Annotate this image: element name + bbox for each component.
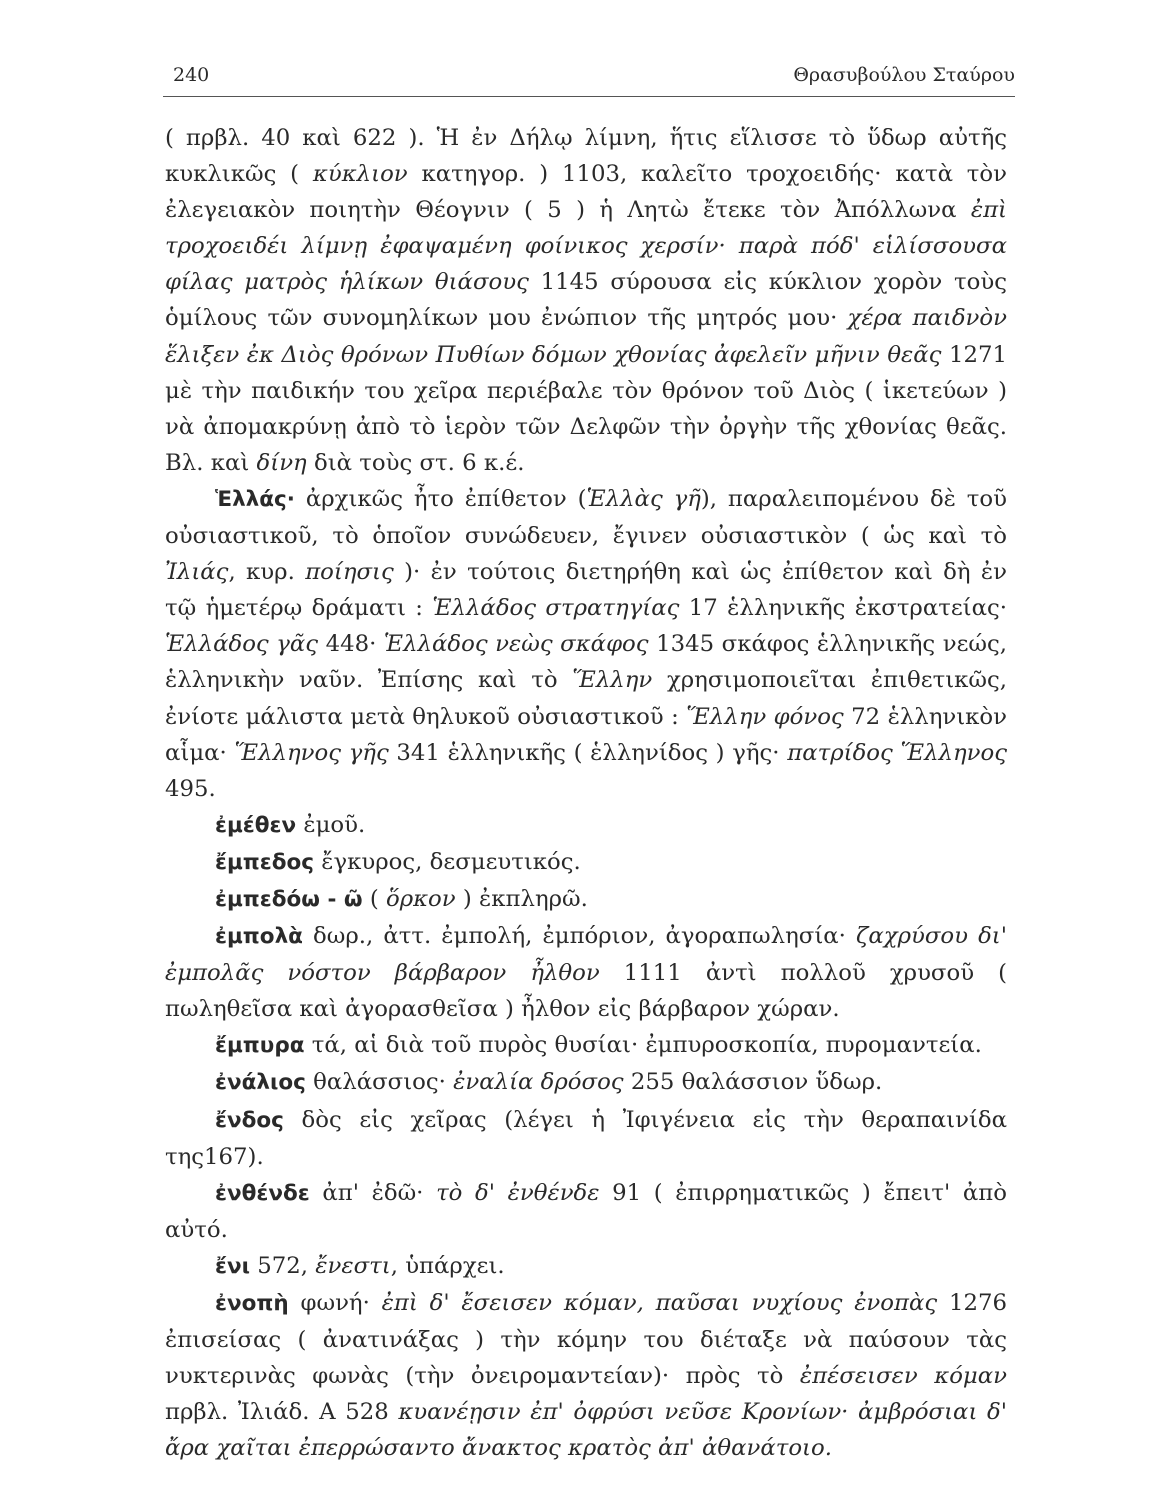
headword: ἐμπολὰ [215, 924, 303, 950]
text-body [165, 120, 1007, 1466]
headword: ἔνδος [215, 1107, 284, 1133]
text-run: ( [362, 885, 386, 912]
text-run: , κυρ. [228, 559, 306, 586]
running-header [163, 62, 1015, 97]
dictionary-entry [165, 844, 1007, 881]
quotation: Ἰλιάς [165, 559, 229, 586]
running-author: Θρασυβούλου Σταύρου [793, 64, 1015, 86]
text-run: ( πρβλ. 40 καὶ 622 ). Ἡ ἐν Δήλῳ λίμνη, ἥτις εἵλισσε τὸ ὕδωρ αὐτῆς κυκλικῶς ( [165, 125, 1007, 188]
quotation: ἐπὶ δ' ἔσεισεν κόμαν, παῦσαι νυχίους ἐνοπὰς [381, 1290, 938, 1316]
text-run: 1345 σκάφος ἑλληνικῆς νεώς, ἑλληνικὴν ναῦν. Ἐπίσης καὶ τὸ [165, 631, 1007, 694]
text-run: φωνή· [288, 1290, 382, 1316]
headword: ἐνοπὴ [215, 1291, 289, 1316]
headword: ἐμέθεν [215, 812, 297, 838]
quotation: πατρίδος Ἕλληνος [787, 739, 1007, 766]
headword: ἐνάλιος [215, 1070, 306, 1096]
text-run: ἀπ' ἐδῶ· [309, 1179, 437, 1206]
quotation: ἔνεστι [315, 1252, 391, 1279]
dictionary-entry [165, 1027, 1007, 1064]
quotation: ὅρκον [385, 885, 456, 912]
dictionary-entry [165, 1248, 1007, 1285]
headword: ἐμπεδόω - ῶ [215, 886, 363, 912]
headword: ἔμπεδος [215, 849, 315, 875]
quotation: τὸ δ' ἐνθένδε [436, 1179, 600, 1206]
text-run: ἐμοῦ. [296, 811, 366, 838]
text-run: 1271 μὲ τὴν παιδικήν του χεῖρα περιέβαλε τὸν θρόνον τοῦ Διὸς ( ἱκετεύων ) νὰ ἀπομακρύνῃ ἀπὸ τὸ ἱερὸν τῶν Δελφῶν τὴν ὀργὴν τῆς χθονίας θεᾶς. Βλ. καὶ [165, 341, 1008, 476]
quotation: Ἑλλάδος γᾶς [165, 631, 319, 658]
quotation: κυανέῃσιν ἐπ' ὀφρύσι νεῦσε Κρονίων· ἀμβρόσιαι δ' ἄρα χαῖται ἐπερρώσαντο ἄνακτος κρατὸς ἀπ' ἀθανάτοιο. [165, 1399, 1007, 1462]
quotation: Ἑλλάδος νεὼς σκάφος [383, 631, 649, 658]
text-run: πρβλ. Ἰλιάδ. Α 528 [165, 1399, 399, 1426]
quotation: Ἕλληνος γῆς [234, 739, 389, 766]
text-run: διὰ τοὺς στ. 6 κ.έ. [306, 449, 525, 476]
dictionary-entry [165, 918, 1007, 1027]
text-run: 72 ἑλληνικὸν αἷμα· [165, 703, 1007, 766]
text-run: 448· [318, 631, 384, 658]
text-run: 17 ἑλληνικῆς ἐκστρατείας· [679, 595, 1007, 622]
text-run: ἀρχικῶς ἦτο ἐπίθετον ( [294, 485, 587, 512]
dictionary-entry [165, 1102, 1007, 1175]
text-run: δωρ., ἀττ. ἐμπολή, ἐμπόριον, ἀγοραπωλησία· [302, 923, 856, 950]
quotation: ποίησις [305, 559, 394, 586]
quotation: ζαχρύσου δι' ἐμπολᾶς νόστον βάρβαρον ἦλθον [165, 923, 1007, 987]
dictionary-entry [165, 1285, 1007, 1466]
quotation: ἐπέσεισεν κόμαν [799, 1363, 1007, 1390]
text-run: 255 θαλάσσιον ὕδωρ. [623, 1069, 883, 1096]
text-run: 341 ἑλληνικῆς ( ἑλληνίδος ) γῆς· [388, 739, 788, 766]
quotation: δίνη [256, 449, 307, 476]
headword: ἔνι [215, 1253, 250, 1279]
text-run: , ὑπάρχει. [390, 1252, 505, 1279]
quotation: ἐναλία δρόσος [453, 1069, 624, 1096]
text-run: ), παραλειπομένου δὲ τοῦ οὐσιαστικοῦ, τὸ ὁποῖον συνώδευεν, ἔγινεν οὐσιαστικὸν ( ὡς καὶ τὸ [165, 485, 1007, 550]
headword: Ἑλλάς· [215, 486, 295, 512]
dictionary-entry [165, 1175, 1007, 1248]
dictionary-entry [165, 881, 1007, 918]
dictionary-entry [165, 1064, 1007, 1101]
quotation: Ἕλλην φόνος [686, 703, 844, 730]
dictionary-entry [165, 807, 1007, 844]
text-run: κατηγορ. ) 1103, καλεῖτο τροχοειδής· κατὰ τὸν ἐλεγειακὸν ποιητὴν Θέογνιν ( 5 ) ἡ Λητὼ ἔτεκε τὸν Ἀπόλλωνα [165, 161, 1008, 224]
text-run: )· ἐν τούτοις διετηρήθη καὶ ὡς ἐπίθετον καὶ δὴ ἐν τῷ ἡμετέρῳ δράματι : [165, 559, 1008, 622]
quotation: χέρα παιδνὸν ἕλιξεν ἐκ Διὸς θρόνων Πυθίων δόμων χθονίας ἀφελεῖν μῆνιν θεᾶς [165, 305, 1007, 368]
text-run: 495. [165, 775, 216, 802]
text-run: δὸς εἰς χεῖρας (λέγει ἡ Ἰφιγένεια εἰς τὴν θεραπαινίδα της167). [165, 1106, 1007, 1170]
text-run: τά, αἱ διὰ τοῦ πυρὸς θυσίαι· ἐμπυροσκοπία, πυρομαντεία. [304, 1032, 982, 1059]
text-run: 1276 ἐπισείσας ( ἀνατινάξας ) τὴν κόμην του διέταξε νὰ παύσουν τὰς νυκτερινὰς φωνὰς (τὴν ὀνειρομαντείαν)· πρὸς τὸ [165, 1290, 1007, 1390]
quotation: κύκλιον [312, 161, 408, 188]
dictionary-entry [165, 481, 1007, 807]
text-run: χρησιμοποιεῖται ἐπιθετικῶς, ἐνίοτε μάλιστα μετὰ θηλυκοῦ οὐσιαστικοῦ : [165, 667, 1007, 730]
text-run: ἔγκυρος, δεσμευτικός. [314, 848, 581, 875]
quotation: Ἑλλάδος στρατηγίας [432, 595, 680, 622]
text-run: 1145 σύρουσα εἰς κύκλιον χορὸν τοὺς ὁμίλους τῶν συνομηλίκων μου ἐνώπιον τῆς μητρός μου· [165, 269, 1007, 332]
text-run: ) ἐκπληρῶ. [455, 885, 588, 912]
quotation: Ἑλλὰς γῆ [586, 485, 701, 512]
headword: ἔμπυρα [215, 1033, 305, 1059]
text-run: 91 ( ἐπιρρηματικῶς ) ἔπειτ' ἀπὸ αὐτό. [165, 1179, 1007, 1243]
page-number: 240 [173, 64, 210, 86]
text-run: θαλάσσιος· [305, 1069, 454, 1096]
text-run: 1111 ἀντὶ πολλοῦ χρυσοῦ ( πωληθεῖσα καὶ ἀγορασθεῖσα ) ἦλθον εἰς βάρβαρον χώραν. [165, 960, 1007, 1023]
quotation: ἐπὶ τροχοειδέι λίμνῃ ἐφαψαμένη φοίνικος χερσίν· παρὰ πόδ' εἱλίσσουσα φίλας ματρὸς ἡλίκων θιάσους [165, 197, 1007, 296]
quotation: Ἕλλην [572, 667, 653, 694]
headword: ἐνθένδε [215, 1180, 310, 1206]
continued-paragraph [165, 120, 1007, 481]
text-run: 572, [250, 1252, 316, 1279]
